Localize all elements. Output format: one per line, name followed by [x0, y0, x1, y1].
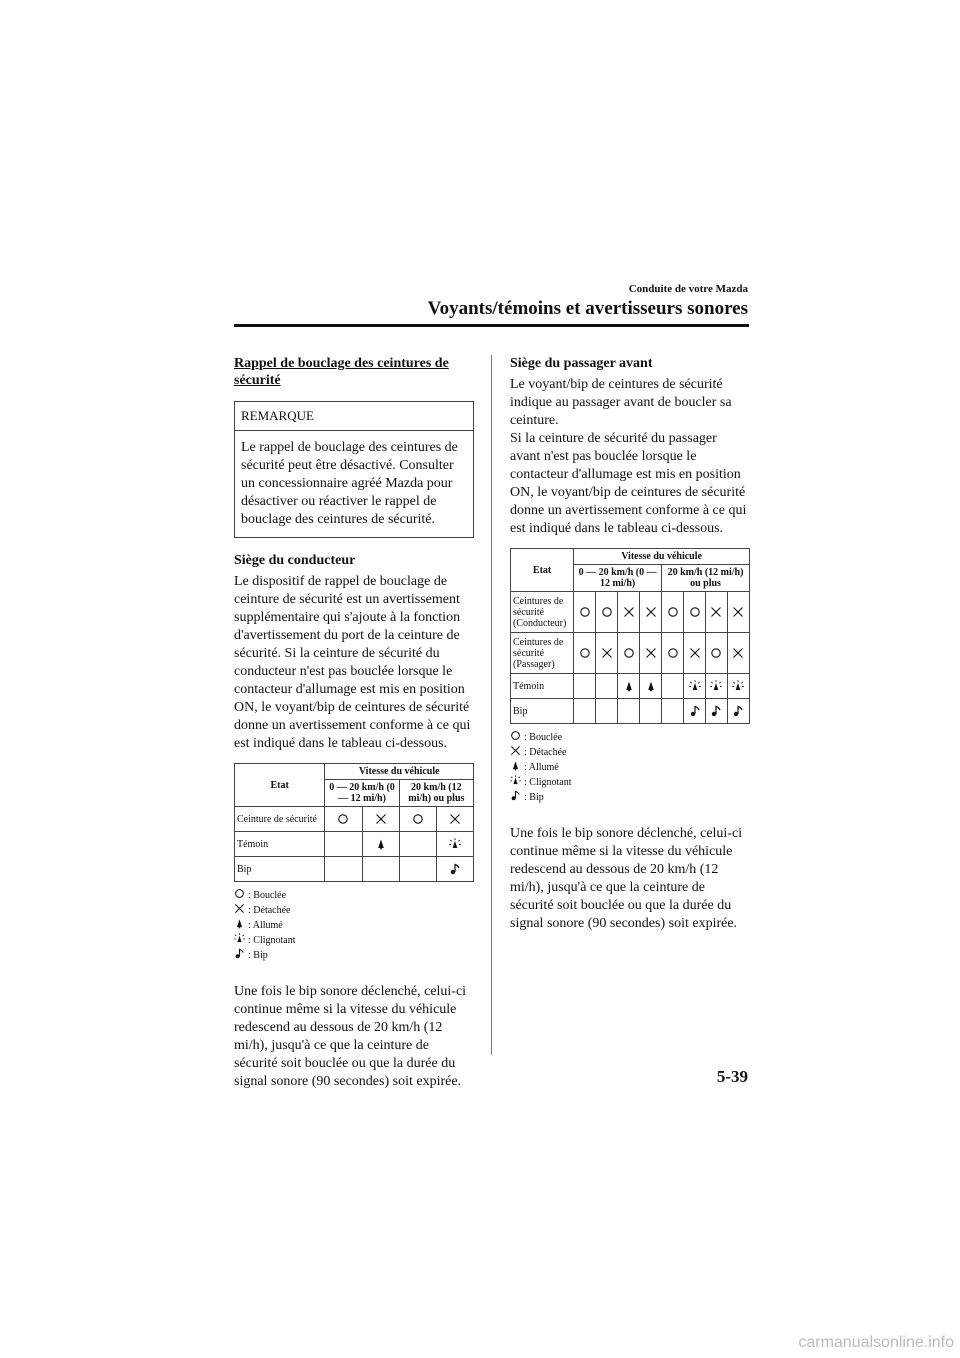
- right-column: [510, 355, 750, 933]
- note-body: Le rappel de bouclage des ceintures de sécurité peut être désactivé. Consulter un concessionnaire agréé Mazda pour désactiver ou réactiver le rappel de bouclage des ceintures de sécurité.: [241, 440, 458, 527]
- unbuckled-icon: [596, 633, 618, 674]
- empty-cell: [574, 674, 596, 699]
- driver-after-text: Une fois le bip sonore déclenché, celui-ci continue même si la vitesse du véhicule redescend au dessous de 20 km/h (12 mi/h), jusqu'à ce que la ceinture de sécurité soit bouclée ou que la durée du signal sonore (90 secondes) soit expirée.: [234, 984, 467, 1089]
- on-icon: [234, 918, 245, 933]
- empty-cell: [662, 699, 684, 724]
- col-state: Etat: [511, 549, 574, 592]
- column-divider: [491, 355, 492, 1055]
- page-number: 5-39: [716, 1067, 748, 1086]
- col-low-speed: 0 — 20 km/h (0 — 12 mi/h): [325, 780, 399, 807]
- legend-label: : Bouclée: [524, 732, 563, 743]
- section-title: Voyants/témoins et avertisseurs sonores: [427, 298, 748, 319]
- row-label: Ceintures de sécurité (Passager): [511, 633, 574, 674]
- chapter-title: Conduite de votre Mazda: [628, 283, 748, 295]
- on-icon: [362, 832, 399, 857]
- empty-cell: [399, 832, 436, 857]
- row-label: Ceintures de sécurité (Conducteur): [511, 592, 574, 633]
- beep-icon: [234, 948, 245, 963]
- col-low-speed: 0 — 20 km/h (0 — 12 mi/h): [574, 565, 662, 592]
- legend-label: : Clignotant: [524, 777, 572, 788]
- legend-item-unbuckled: [510, 745, 750, 760]
- row-label: Témoin: [511, 674, 574, 699]
- beep-icon: [436, 857, 473, 882]
- legend-item-beep: [510, 790, 750, 805]
- table-row: [511, 699, 750, 724]
- on-icon: [618, 674, 640, 699]
- blink-icon: [684, 674, 706, 699]
- col-state: Etat: [235, 764, 325, 807]
- col-high-speed: 20 km/h (12 mi/h) ou plus: [399, 780, 473, 807]
- legend-item-on: [510, 760, 750, 775]
- passenger-legend: [510, 730, 750, 805]
- buckled-icon: [399, 807, 436, 832]
- legend-label: : Allumé: [248, 920, 283, 931]
- left-column: [234, 355, 474, 1091]
- unbuckled-icon: [436, 807, 473, 832]
- passenger-text: Le voyant/bip de ceintures de sécurité indique au passager avant de boucler sa ceinture. Si la ceinture de sécurité du passager avant n'est pas bouclée lorsque le contacteur d'allumage est mis en position ON, le voyant/bip de ceintures de sécurité donne un avertissement conforme à ce qui est indiqué dans le tableau ci-dessous.: [510, 377, 747, 536]
- on-icon: [510, 760, 521, 775]
- legend-item-on: [234, 918, 474, 933]
- unbuckled-icon: [234, 903, 245, 918]
- row-label: Bip: [511, 699, 574, 724]
- blink-icon: [510, 775, 521, 790]
- buckled-icon: [705, 633, 727, 674]
- empty-cell: [618, 699, 640, 724]
- unbuckled-icon: [362, 807, 399, 832]
- legend-item-unbuckled: [234, 903, 474, 918]
- col-high-speed: 20 km/h (12 mi/h) ou plus: [662, 565, 750, 592]
- legend-label: : Clignotant: [248, 935, 296, 946]
- legend-item-beep: [234, 948, 474, 963]
- legend-item-buckled: [510, 730, 750, 745]
- buckled-icon: [325, 807, 362, 832]
- table-row: [511, 633, 750, 674]
- buckled-icon: [574, 592, 596, 633]
- buckled-icon: [234, 888, 245, 903]
- note-box: [234, 401, 474, 538]
- buckled-icon: [618, 633, 640, 674]
- legend-label: : Bip: [248, 950, 268, 961]
- unbuckled-icon: [727, 633, 749, 674]
- empty-cell: [574, 699, 596, 724]
- driver-heading: Siège du conducteur: [234, 553, 356, 568]
- watermark: carmanualsonline.info: [798, 1334, 954, 1351]
- col-speed: Vitesse du véhicule: [574, 549, 750, 565]
- driver-text: Le dispositif de rappel de bouclage de ceinture de sécurité est un avertissement supplémentaire qui s'ajoute à la fonction d'avertissement du port de la ceinture de sécurité. Si la ceinture de sécurité du conducteur n'est pas bouclée lorsque le contacteur d'allumage est mis en position ON, le voyant/bip de ceintures de sécurité donne un avertissement conforme à ce qui est indiqué dans le tableau ci-dessous.: [234, 574, 471, 751]
- table-row: [235, 807, 474, 832]
- blink-icon: [727, 674, 749, 699]
- unbuckled-icon: [640, 633, 662, 674]
- empty-cell: [325, 857, 362, 882]
- note-title: REMARQUE: [235, 402, 473, 431]
- table-row: [511, 674, 750, 699]
- empty-cell: [325, 832, 362, 857]
- empty-cell: [640, 699, 662, 724]
- row-label: Bip: [235, 857, 325, 882]
- legend-label: : Bouclée: [248, 890, 287, 901]
- row-label: Ceinture de sécurité: [235, 807, 325, 832]
- legend-label: : Détachée: [524, 747, 567, 758]
- blink-icon: [705, 674, 727, 699]
- buckled-icon: [662, 633, 684, 674]
- table-row: [235, 832, 474, 857]
- buckled-icon: [510, 730, 521, 745]
- buckled-icon: [662, 592, 684, 633]
- table-row: [511, 592, 750, 633]
- row-label: Témoin: [235, 832, 325, 857]
- beep-icon: [705, 699, 727, 724]
- unbuckled-icon: [510, 745, 521, 760]
- header-rule: [234, 324, 749, 327]
- unbuckled-icon: [727, 592, 749, 633]
- passenger-heading: Siège du passager avant: [510, 356, 653, 371]
- empty-cell: [596, 699, 618, 724]
- table-row: [235, 857, 474, 882]
- unbuckled-icon: [705, 592, 727, 633]
- passenger-table: [510, 548, 750, 724]
- legend-label: : Allumé: [524, 762, 559, 773]
- buckled-icon: [596, 592, 618, 633]
- blink-icon: [234, 933, 245, 948]
- on-icon: [640, 674, 662, 699]
- buckled-icon: [684, 592, 706, 633]
- col-speed: Vitesse du véhicule: [325, 764, 474, 780]
- buckled-icon: [574, 633, 596, 674]
- passenger-after-text: Une fois le bip sonore déclenché, celui-ci continue même si la vitesse du véhicule redescend au dessous de 20 km/h (12 mi/h), jusqu'à ce que la ceinture de sécurité soit bouclée ou que la durée du signal sonore (90 secondes) soit expirée.: [510, 826, 743, 931]
- empty-cell: [362, 857, 399, 882]
- blink-icon: [436, 832, 473, 857]
- driver-legend: [234, 888, 474, 963]
- unbuckled-icon: [618, 592, 640, 633]
- unbuckled-icon: [640, 592, 662, 633]
- legend-label: : Détachée: [248, 905, 291, 916]
- empty-cell: [596, 674, 618, 699]
- beep-icon: [510, 790, 521, 805]
- empty-cell: [399, 857, 436, 882]
- legend-label: : Bip: [524, 792, 544, 803]
- legend-item-blink: [234, 933, 474, 948]
- legend-item-blink: [510, 775, 750, 790]
- beep-icon: [727, 699, 749, 724]
- driver-table: [234, 763, 474, 882]
- reminder-heading: Rappel de bouclage des ceintures de sécurité: [234, 356, 449, 388]
- beep-icon: [684, 699, 706, 724]
- legend-item-buckled: [234, 888, 474, 903]
- empty-cell: [662, 674, 684, 699]
- unbuckled-icon: [684, 633, 706, 674]
